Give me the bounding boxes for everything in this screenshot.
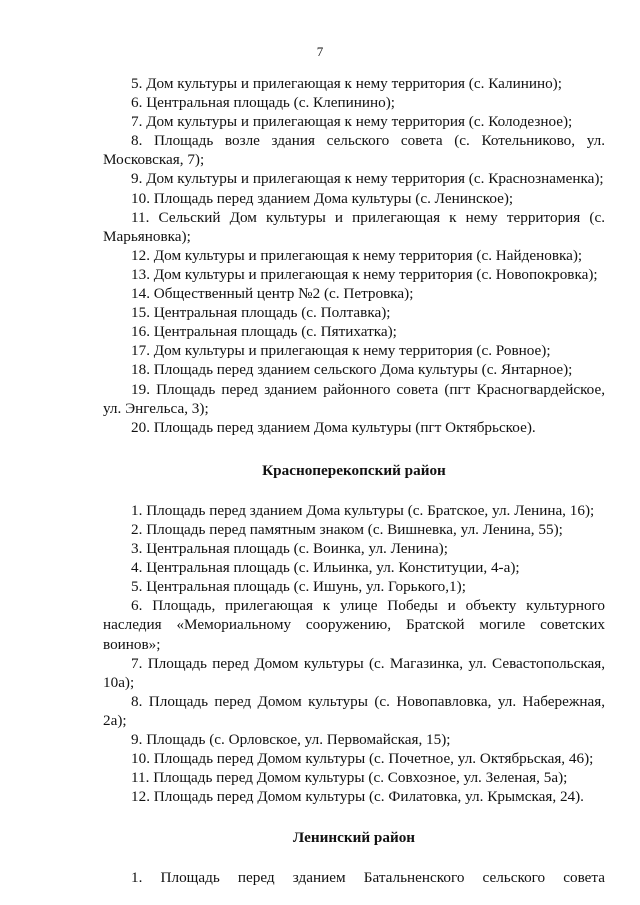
list-item: 11. Сельский Дом культуры и прилегающая к нему территория (с. Марьяновка); [103, 208, 605, 245]
list-item: 16. Центральная площадь (с. Пятихатка); [131, 323, 397, 341]
list-item: 7. Дом культуры и прилегающая к нему территория (с. Колодезное); [131, 113, 573, 131]
list-item: 8. Площадь перед Домом культуры (с. Новопавловка, ул. Набережная, 2а); [103, 692, 605, 729]
list-item: 13. Дом культуры и прилегающая к нему территория (с. Новопокровка); [131, 265, 598, 283]
section-heading: Красноперекопский район [262, 461, 446, 479]
list-item: 12. Площадь перед Домом культуры (с. Филатовка, ул. Крымская, 24). [131, 788, 584, 806]
list-item: 6. Центральная площадь (с. Клепинино); [131, 94, 396, 112]
list-item: 5. Дом культуры и прилегающая к нему территория (с. Калинино); [131, 75, 562, 92]
list-item: 17. Дом культуры и прилегающая к нему территория (с. Ровное); [131, 342, 551, 360]
list-item: 9. Площадь (с. Орловское, ул. Первомайская, 15); [131, 731, 451, 748]
document-body [103, 74, 605, 888]
list-item: 11. Площадь перед Домом культуры (с. Совхозное, ул. Зеленая, 5а); [131, 769, 568, 787]
list-item: 14. Общественный центр №2 (с. Петровка); [131, 285, 414, 303]
page-number: 7 [316, 44, 324, 59]
section-heading: Ленинский район [292, 829, 416, 847]
list-bottom [103, 868, 605, 887]
list-top [103, 74, 605, 437]
list-item: 1. Площадь перед зданием Дома культуры (с. Братское, ул. Ленина, 16); [131, 501, 595, 519]
list-item: 5. Центральная площадь (с. Ишунь, ул. Горького,1); [131, 578, 466, 596]
list-item: 20. Площадь перед зданием Дома культуры (пгт Октябрьское). [131, 418, 536, 436]
list-item: 15. Центральная площадь (с. Полтавка); [131, 304, 391, 322]
list-item: 6. Площадь, прилегающая к улице Победы и объекту культурного наследия «Мемориальному сооружению, Братской могиле советских воинов»; [103, 597, 605, 653]
list-item: 1. Площадь перед зданием Батальненского сельского совета [131, 869, 605, 887]
list-item: 10. Площадь перед Домом культуры (с. Почетное, ул. Октябрьская, 46); [131, 750, 594, 768]
list-item: 7. Площадь перед Домом культуры (с. Магазинка, ул. Севастопольская, 10а); [103, 654, 605, 691]
list-item: 19. Площадь перед зданием районного совета (пгт Красногвардейское, ул. Энгельса, 3); [103, 380, 605, 417]
list-item: 18. Площадь перед зданием сельского Дома культуры (с. Янтарное); [131, 361, 573, 379]
list-item: 2. Площадь перед памятным знаком (с. Вишневка, ул. Ленина, 55); [131, 520, 563, 538]
list-item: 12. Дом культуры и прилегающая к нему территория (с. Найденовка); [131, 246, 583, 264]
list-item: 8. Площадь возле здания сельского совета (с. Котельниково, ул. Московская, 7); [103, 132, 605, 169]
list-item: 10. Площадь перед зданием Дома культуры (с. Ленинское); [131, 189, 514, 207]
list-item: 3. Центральная площадь (с. Воинка, ул. Ленина); [131, 540, 448, 558]
list-item: 4. Центральная площадь (с. Ильинка, ул. Конституции, 4-а); [131, 559, 520, 577]
list-item: 9. Дом культуры и прилегающая к нему территория (с. Краснознаменка); [131, 170, 604, 188]
list-mid [103, 501, 605, 807]
